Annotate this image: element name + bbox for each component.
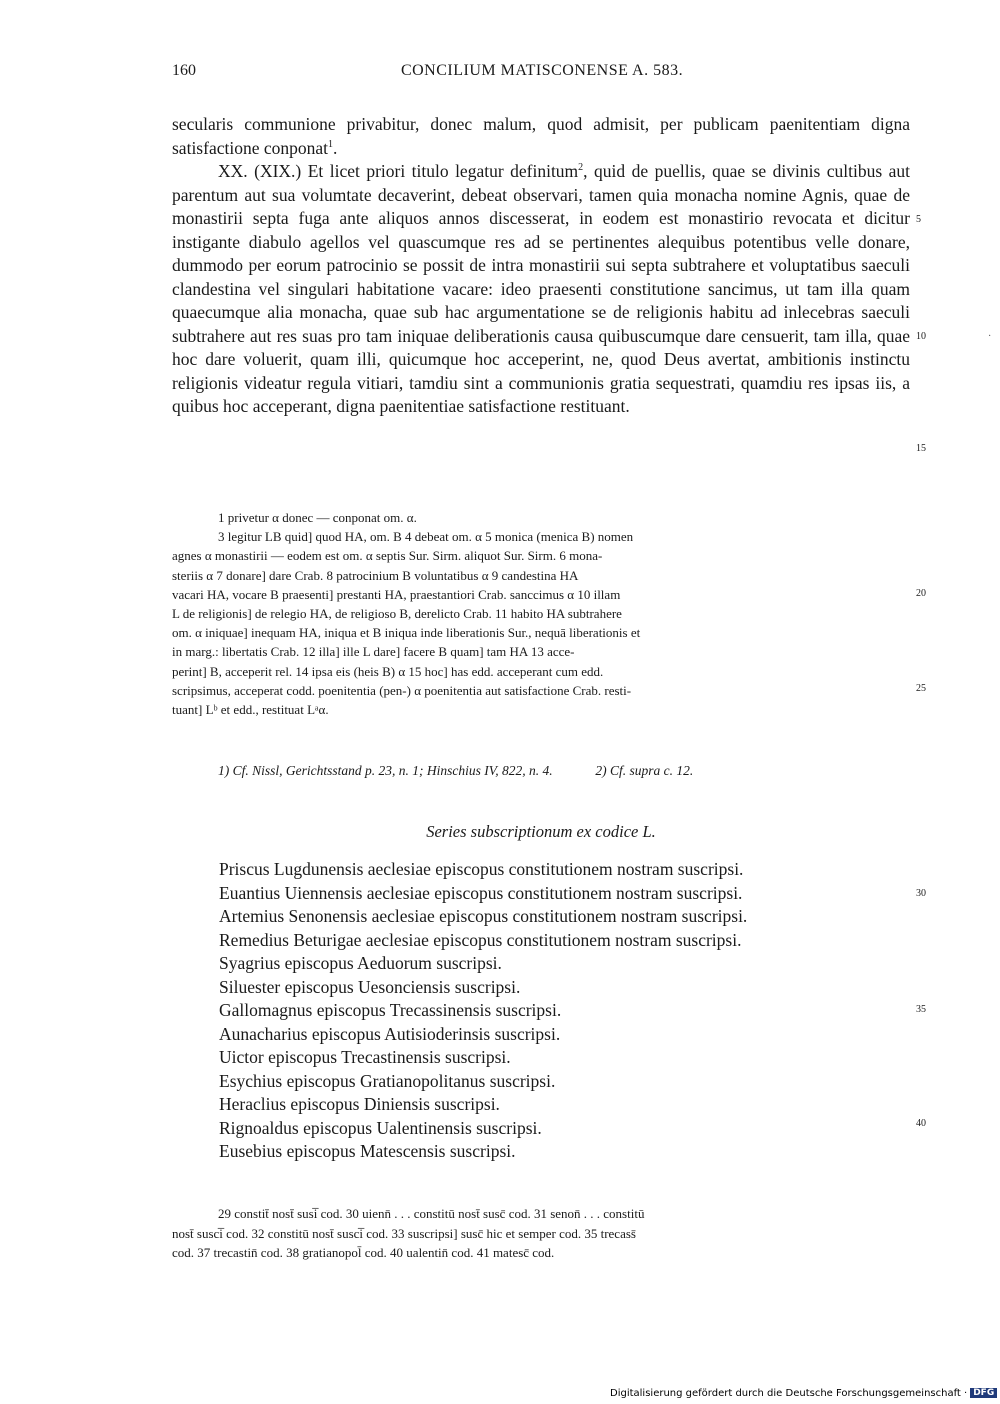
subscription-line: Aunacharius episcopus Autisioderinsis suscripsi. bbox=[219, 1023, 561, 1044]
subscription-line: Remedius Beturigae aeclesiae episcopus constitutionem nostram suscripsi. bbox=[219, 929, 742, 950]
subscription-line: Esychius episcopus Gratianopolitanus suscripsi. bbox=[219, 1070, 556, 1091]
variant-line: cod. 37 trecastin̄ cod. 38 gratianopol̄ cod. 40 ualentin̄ cod. 41 matesc̄ cod. bbox=[172, 1245, 555, 1260]
apparatus-line: vacari HA, vocare B praesenti] prestanti HA, praestantiori Crab. sanccimus α 10 illam bbox=[172, 586, 621, 602]
line-number-30: 30 bbox=[916, 888, 926, 899]
digitization-credit bbox=[610, 1388, 997, 1399]
subscription-line: Heraclius episcopus Diniensis suscripsi. bbox=[219, 1094, 500, 1114]
section-title: Series subscriptionum ex codice L. bbox=[426, 822, 656, 841]
variant-readings bbox=[172, 1204, 912, 1263]
subscription-line: Rignoaldus episcopus Ualentinensis suscripsi. bbox=[219, 1117, 542, 1138]
line-number-25: 25 bbox=[916, 683, 926, 694]
apparatus-line: tuant] Lᵇ et edd., restituat Lᵃα. bbox=[172, 702, 329, 718]
subscription-line: Gallomagnus episcopus Trecassinensis suscripsi. bbox=[219, 1000, 562, 1020]
critical-apparatus bbox=[172, 508, 910, 719]
apparatus-line: 3 legitur LB quid] quod HA, om. B 4 debeat om. α 5 monica (menica B) nomen bbox=[218, 529, 634, 545]
footnote-2: 2) Cf. supra c. 12. bbox=[595, 763, 694, 778]
variant-line: nost̄ susci̅ cod. 32 constitū nost̄ susci̅ cod. 33 suscripsi] susc̄ hic et semper cod. 35 trecass̄ bbox=[172, 1225, 636, 1241]
page-header bbox=[172, 62, 912, 86]
subscription-line: Siluester episcopus Uesonciensis suscripsi. bbox=[219, 976, 521, 997]
variant-line: 29 constit̄ nost̄ susi̅ cod. 30 uienn̄ . . . constitū nost̄ susc̄ cod. 31 senon̄ . . . constitū bbox=[218, 1206, 645, 1221]
line-number-40: 40 bbox=[916, 1118, 926, 1129]
subscription-line: Uictor episcopus Trecastinensis suscripsi. bbox=[219, 1047, 511, 1067]
subscription-line: Priscus Lugdunensis aeclesiae episcopus constitutionem nostram suscripsi. bbox=[219, 859, 744, 879]
subscription-list bbox=[219, 858, 919, 1164]
apparatus-line: in marg.: libertatis Crab. 12 illa] ille L dare] facere B quam] tam HA 13 acce- bbox=[172, 644, 575, 660]
paragraph-1: secularis communione privabitur, donec malum, quod admisit, per publicam paenitentiam digna satisfactione conponat$^1$. bbox=[172, 114, 910, 158]
apparatus-line: perint] B, acceperit rel. 14 ipsa eis (heis B) α 15 hoc] has edd. acceperant cum edd. bbox=[172, 663, 604, 679]
apparatus-line: L de religionis] de relegio HA, de religioso B, derelicto Crab. 11 habito HA subtrahere bbox=[172, 606, 622, 622]
subscription-line: Artemius Senonensis aeclesiae episcopus constitutionem nostram suscripsi. bbox=[219, 906, 748, 926]
footnote-1: 1) Cf. Nissl, Gerichtsstand p. 23, n. 1; Hinschius IV, 822, n. 4. bbox=[218, 763, 553, 778]
apparatus-line: 1 privetur α donec — conponat om. α. bbox=[218, 510, 417, 525]
footnote-ref-1: 1 bbox=[328, 138, 333, 150]
page-number: 160 bbox=[172, 62, 196, 79]
margin-mark: · bbox=[988, 331, 992, 342]
line-number-10: 10 bbox=[916, 331, 926, 342]
apparatus-line: agnes α monastirii — eodem est om. α septis Sur. Sirm. aliquot Sur. Sirm. 6 mona- bbox=[172, 548, 603, 564]
main-text bbox=[172, 113, 910, 419]
line-number-5: 5 bbox=[916, 214, 921, 225]
apparatus-line: om. α iniquae] inequam HA, iniqua et B iniqua inde liberationis Sur., nequā liberationis et bbox=[172, 625, 641, 641]
subscription-line: Eusebius episcopus Matescensis suscripsi. bbox=[219, 1141, 516, 1161]
paragraph-2: XX. (XIX.) Et licet priori titulo legatur definitum$^2$, quid de puellis, quae se divinis cultibus aut parentum aut sua volumtate decaverint, debeat observari, tamen quia monacha nomine Agnis, quae de monastirii septa fuga ante aliquos annos discesserat, in eodem est monastirio revocata et dicitur instigante diabulo agellos vel quascumque res ad se pertinentes alequibus potentibus velle donare, dummodo per eorum patrocinio se possit de intra monastirii sui septa subtrahere et voluptatibus saeculi clandestina vel singulari habitatione vacare: ideo praesenti constitutione sancimus, ut tam illa quam quaecumque alia monacha, quae sub hac argumentatione se de religionis habitu ad inlecebras saeculi subtrahere aut res suas pro tam iniquae deliberationis causa quibuscumque dare censuerit, tam illa, quae hoc dare voluerit, quam illi, quicumque hoc acceperint, ne, quod Deus avertat, ambitionis instinctu religionis videatur regula vitiari, tamdiu sint a communionis gratia sequestrati, quamdiu res ipsas iis, a quibus hoc acceperant, digna paenitentiae satisfactione restituant. bbox=[172, 161, 910, 416]
apparatus-line: scripsimus, acceperat codd. poenitentia (pen-) α poenitentia aut satisfactione Crab. resti- bbox=[172, 682, 632, 698]
footnotes bbox=[218, 761, 918, 781]
line-number-35: 35 bbox=[916, 1004, 926, 1015]
running-title: CONCILIUM MATISCONENSE A. 583. bbox=[400, 62, 684, 79]
apparatus-line: steriis α 7 donare] dare Crab. 8 patrocinium B voluntatibus α 9 candestina HA bbox=[172, 567, 579, 583]
subscription-line: Euantius Uiennensis aeclesiae episcopus constitutionem nostram suscripsi. bbox=[219, 882, 743, 903]
credit-text: Digitalisierung gefördert durch die Deutsche Forschungsgemeinschaft · bbox=[610, 1388, 968, 1399]
line-number-15: 15 bbox=[916, 443, 926, 454]
subscription-line: Syagrius episcopus Aeduorum suscripsi. bbox=[219, 953, 502, 973]
dfg-logo: DFG bbox=[970, 1388, 997, 1398]
footnote-ref-2: 2 bbox=[578, 162, 584, 174]
line-number-20: 20 bbox=[916, 588, 926, 599]
